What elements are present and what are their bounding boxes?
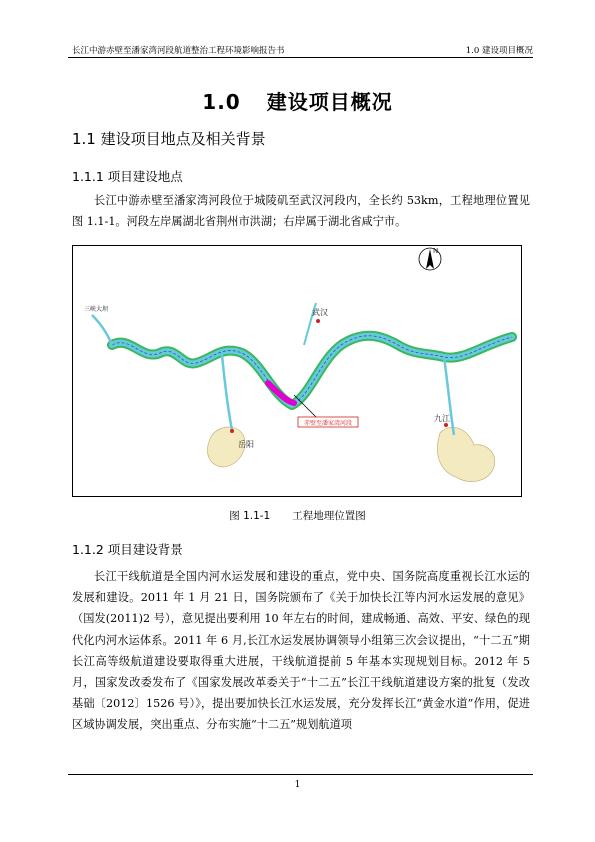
chapter-title xyxy=(0,86,595,115)
subsection-heading-background: 1.1.2 项目建设背景 xyxy=(72,542,183,557)
figure-number: 图 1.1-1 xyxy=(229,510,271,522)
sanxia-label: 三峡大坝 xyxy=(84,306,109,313)
yueyang-marker xyxy=(230,429,234,433)
header-rule xyxy=(68,57,533,58)
yueyang-label: 岳阳 xyxy=(238,440,254,449)
subsection-heading-location: 1.1.1 项目建设地点 xyxy=(72,169,183,184)
header-document-title: 长江中游赤壁至潘家湾河段航道整治工程环境影响报告书 xyxy=(72,46,285,56)
figure-caption xyxy=(0,508,595,523)
jiujiang-marker xyxy=(444,423,448,427)
location-paragraph: 长江中游赤壁至潘家湾河段位于城陵矶至武汉河段内，全长约 53km，工程地理位置见图 1.1-1。河段左岸属湖北省荆州市洪湖；右岸属于湖北省咸宁市。 xyxy=(72,194,530,229)
chapter-heading: 建设项目概况 xyxy=(266,90,393,114)
footer-rule xyxy=(68,774,533,775)
wuhan-marker xyxy=(316,319,320,323)
background-paragraph: 长江干线航道是全国内河水运发展和建设的重点，党中央、国务院高度重视长江水运的发展和建设。2011 年 1 月 21 日，国务院颁布了《关于加快长江等内河水运发展的意见》（国发(2011)2 号），意见提出要利用 10 年左右的时间，建成畅通、高效、平安、绿色的现代化内河水运体系。2011 年 6 月,长江水运发展协调领导小组第三次会议提出，“十二五”期长江高等级航道建设要取得重大进展，干线航道提前 5 年基本实现规划目标。2012 年 5 月，国家发改委发布了《国家发展改革委关于“十二五”长江干线航道建设方案的批复（发改基础〔2012〕1526 号）》，提出要加快长江水运发展，充分发挥长江“黄金水道”作用，促进区域协调发展，突出重点、分布实施“十二五”规划航道项 xyxy=(72,570,530,732)
page-number: 1 xyxy=(294,780,301,790)
chapter-number: 1.0 xyxy=(202,90,241,114)
figure-title: 工程地理位置图 xyxy=(292,510,366,522)
project-label: 赤壁至潘家湾河段 xyxy=(303,420,353,427)
location-map xyxy=(72,245,522,497)
wuhan-label: 武汉 xyxy=(312,308,328,317)
north-label: N xyxy=(433,247,439,255)
section-heading: 1.1 建设项目地点及相关背景 xyxy=(72,130,266,148)
header-section-title: 1.0 建设项目概况 xyxy=(465,46,533,56)
jiujiang-label: 九江 xyxy=(434,414,450,423)
